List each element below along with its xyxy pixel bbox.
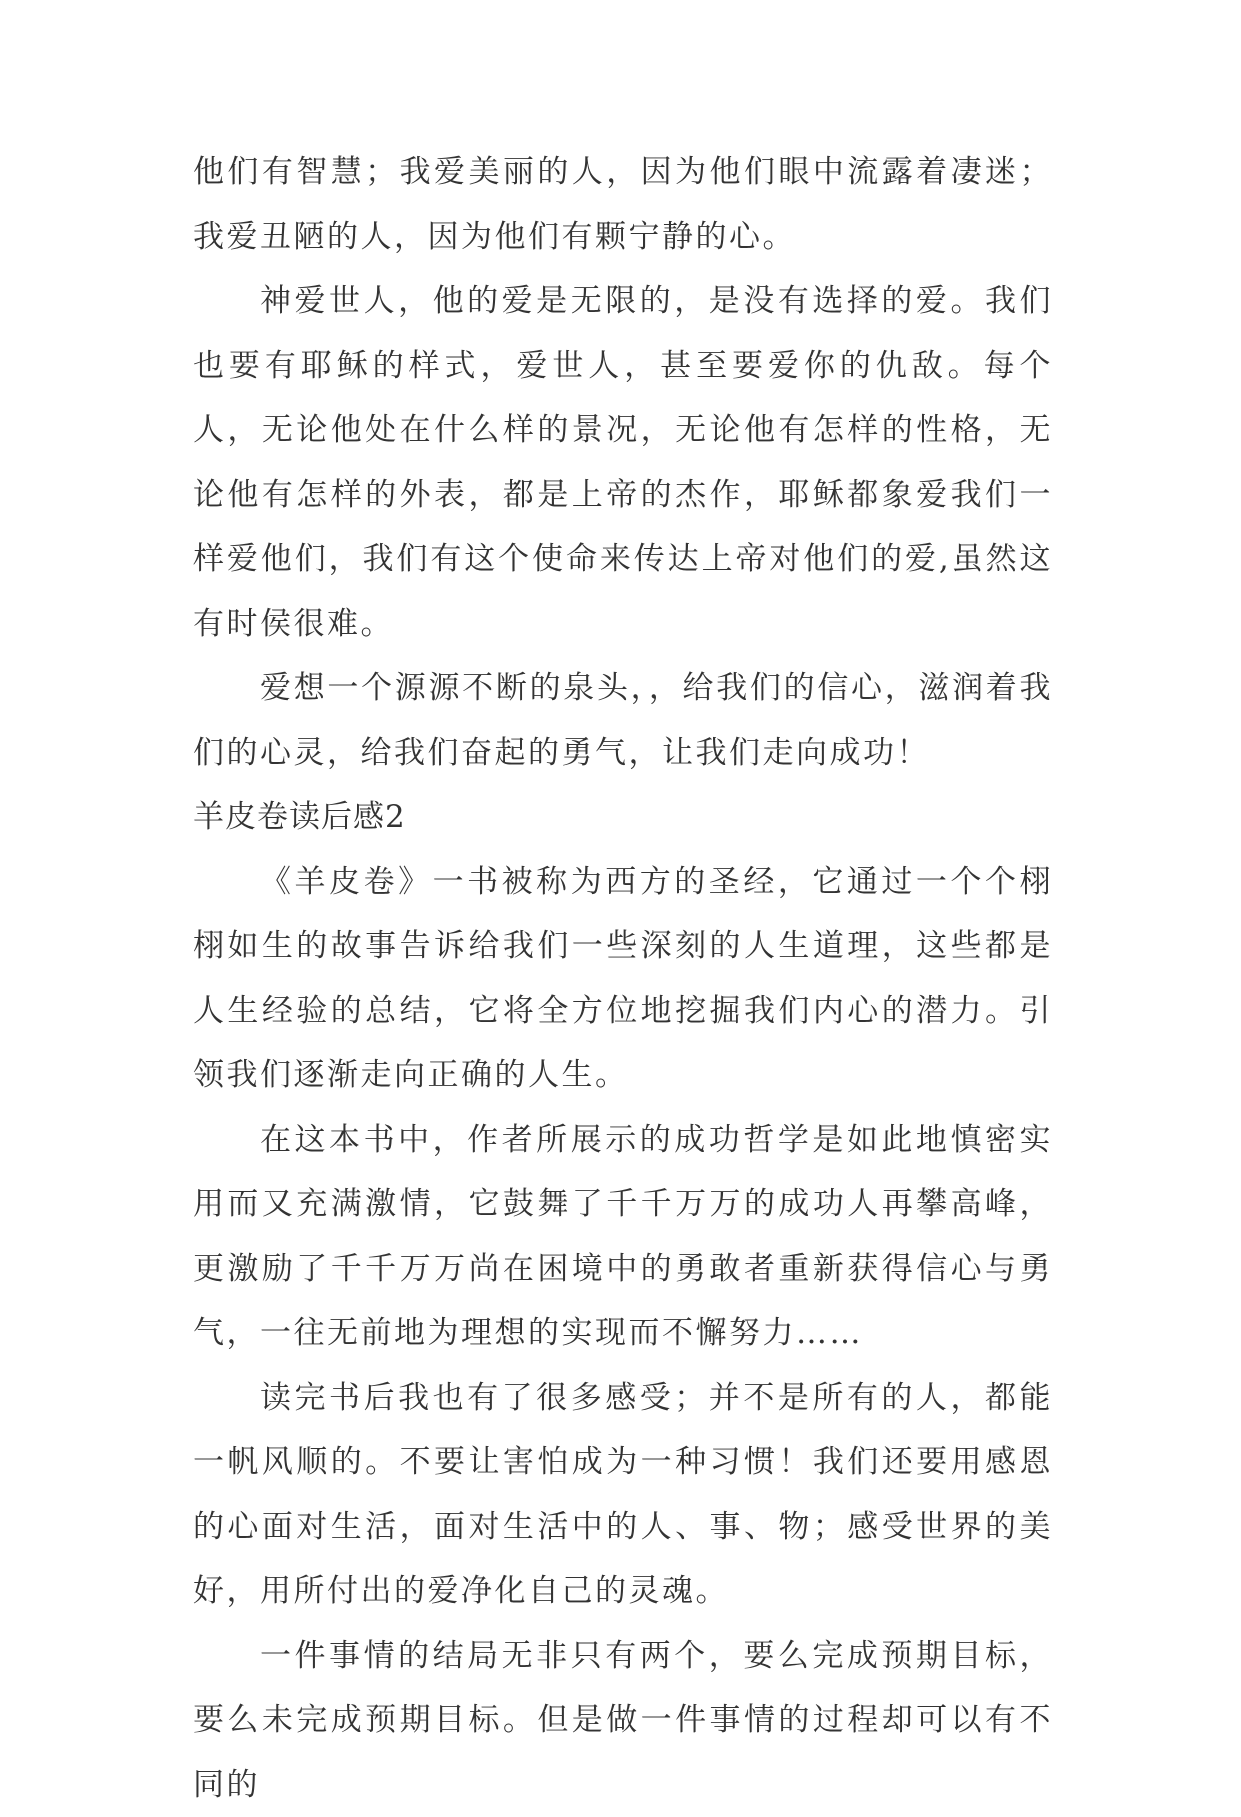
paragraph-love-fountain: 爱想一个源源不断的泉头，，给我们的信心，滋润着我们的心灵，给我们奋起的勇气，让我们走向成功！ [193, 656, 1053, 785]
paragraph-reflections: 读完书后我也有了很多感受；并不是所有的人，都能一帆风顺的。不要让害怕成为一种习惯！我们还要用感恩的心面对生活，面对生活中的人、事、物；感受世界的美好，用所付出的爱净化自己的灵魂。 [193, 1366, 1053, 1624]
section-title: 羊皮卷读后感2 [193, 785, 1053, 850]
paragraph-book-intro: 《羊皮卷》一书被称为西方的圣经，它通过一个个栩栩如生的故事告诉给我们一些深刻的人生道理，这些都是人生经验的总结，它将全方位地挖掘我们内心的潜力。引领我们逐渐走向正确的人生。 [193, 850, 1053, 1108]
paragraph-outcomes: 一件事情的结局无非只有两个，要么完成预期目标，要么未完成预期目标。但是做一件事情的过程却可以有不同的 [193, 1624, 1053, 1817]
paragraph-god-loves-world: 神爱世人，他的爱是无限的，是没有选择的爱。我们也要有耶稣的样式，爱世人，甚至要爱你的仇敌。每个人，无论他处在什么样的景况，无论他有怎样的性格，无论他有怎样的外表，都是上帝的杰作，耶稣都象爱我们一样爱他们，我们有这个使命来传达上帝对他们的爱,虽然这有时侯很难。 [193, 269, 1053, 656]
paragraph-continued: 他们有智慧；我爱美丽的人，因为他们眼中流露着凄迷；我爱丑陋的人，因为他们有颗宁静的心。 [193, 140, 1053, 269]
document-page [193, 140, 1053, 1817]
paragraph-success-philosophy: 在这本书中，作者所展示的成功哲学是如此地慎密实用而又充满激情，它鼓舞了千千万万的成功人再攀高峰，更激励了千千万万尚在困境中的勇敢者重新获得信心与勇气，一往无前地为理想的实现而不懈努力…… [193, 1108, 1053, 1366]
